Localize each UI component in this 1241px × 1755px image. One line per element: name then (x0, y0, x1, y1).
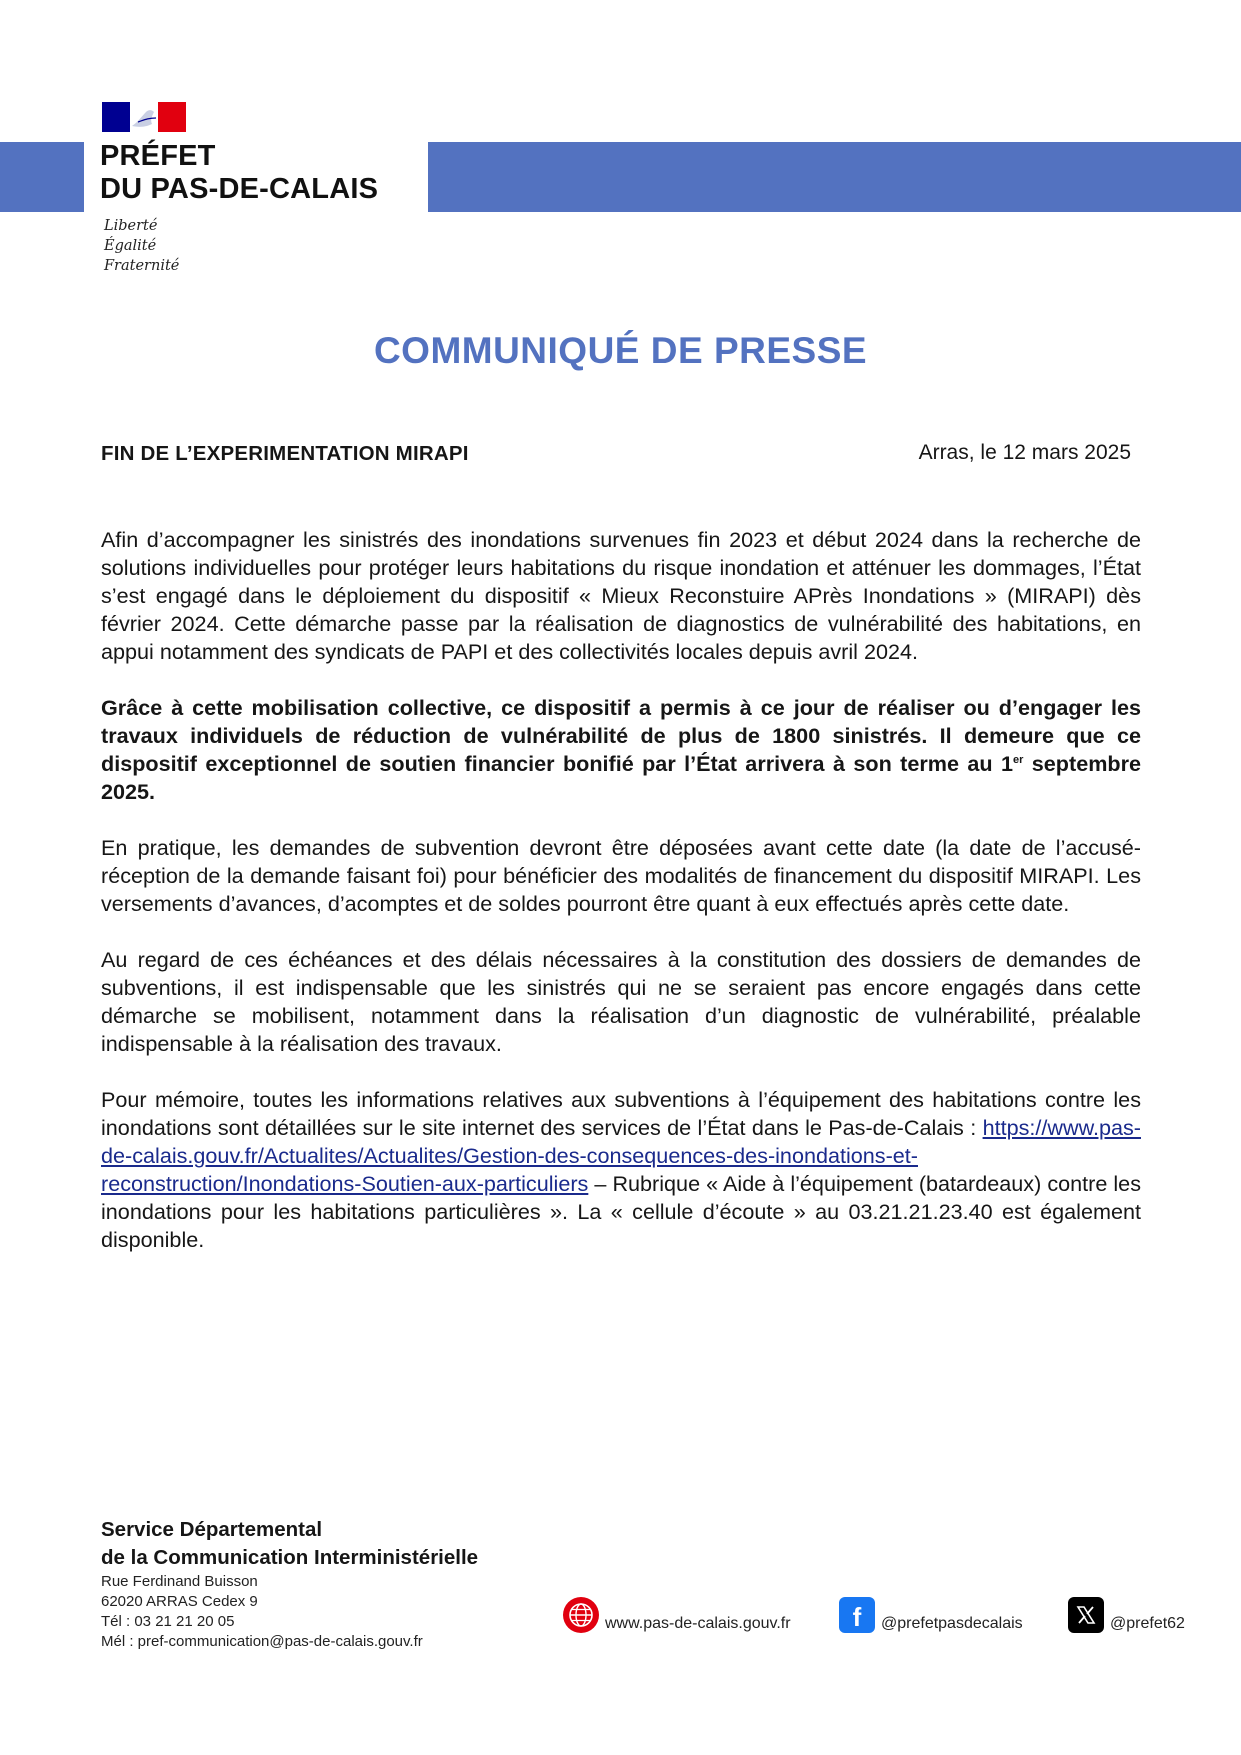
address-phone: Tél : 03 21 21 20 05 (101, 1613, 235, 1630)
republic-motto (104, 216, 179, 276)
paragraph-2-end: septembre 2025. (101, 751, 1142, 804)
footer-service (101, 1516, 478, 1572)
page-title: COMMUNIQUÉ DE PRESSE (373, 330, 868, 371)
info-link[interactable]: https://www.pas-de-calais.gouv.fr/Actualites/Actualites/Gestion-des-consequences-des-inondations-et-reconstruction/Inondations-Soutien-aux-particuliers (101, 1115, 1141, 1196)
address-email: Mél : pref-communication@pas-de-calais.gouv.fr (101, 1633, 423, 1650)
address-street: Rue Ferdinand Buisson (101, 1573, 258, 1590)
social-x-label: @prefet62 (1110, 1615, 1185, 1632)
motto-fraternite: Fraternité (104, 258, 180, 274)
paragraph-1: Afin d’accompagner les sinistrés des inondations survenues fin 2023 et début 2024 dans la recherche de solutions individuelles pour protéger leurs habitations du risque inondation et atténuer les dommages, l’État s’est engagé dans le déploiement du dispositif « Mieux Reconstuire APrès Inondations » (MIRAPI) dès février 2024. Cette démarche passe par la réalisation de diagnostics de vulnérabilité des habitations, en appui notamment des syndicats de PAPI et des collectivités locales depuis avril 2024. (101, 527, 1141, 664)
social-facebook-label: @prefetpasdecalais (881, 1615, 1023, 1632)
globe-icon (563, 1597, 599, 1633)
service-line-1: Service Départemental (101, 1518, 323, 1541)
address-city: 62020 ARRAS Cedex 9 (101, 1593, 258, 1610)
paragraph-2-sup: er (1012, 753, 1024, 766)
prefet-title (100, 140, 378, 206)
footer-address (101, 1572, 423, 1652)
prefet-title-line1: PRÉFET (100, 140, 216, 172)
paragraph-5-text: Pour mémoire, toutes les informations relatives aux subventions à l’équipement des habitations contre les inondations sont détaillées sur le site internet des services de l’État dans le Pas-de-Calais : (101, 1087, 1141, 1140)
motto-egalite: Égalité (104, 238, 157, 254)
x-icon (1068, 1597, 1104, 1633)
paragraph-2-text: Grâce à cette mobilisation collective, ce dispositif a permis à ce jour de réaliser ou d’engager les travaux individuels de réduction de vulnérabilité de plus de 1800 sinistrés. Il demeure que ce dispositif exceptionnel de soutien financier bonifié par l’État arrivera à son terme au 1 (101, 695, 1141, 776)
paragraph-4: Au regard de ces échéances et des délais nécessaires à la constitution des dossiers de demandes de subventions, il est indispensable que les sinistrés qui ne se seraient pas encore engagés dans cette démarche se mobilisent, notamment dans la réalisation d’un diagnostic de vulnérabilité, préalable indispensable à la réalisation des travaux. (101, 947, 1141, 1056)
marianne-flag-icon (102, 102, 186, 132)
facebook-icon: f (839, 1597, 875, 1633)
paragraph-2 (101, 694, 1141, 806)
prefecture-logo (84, 96, 428, 276)
prefet-title-line2: DU PAS-DE-CALAIS (100, 173, 379, 205)
social-facebook[interactable] (839, 1597, 1023, 1633)
press-subject: FIN DE L’EXPERIMENTATION MIRAPI (101, 442, 469, 465)
paragraph-5-end: – Rubrique « Aide à l’équipement (batardeaux) contre les inondations pour les habitations particulières ». La « cellule d’écoute » au 03.21.21.23.40 est également disponible. (101, 1171, 1141, 1252)
motto-liberte: Liberté (104, 218, 158, 234)
press-date: Arras, le 12 mars 2025 (918, 441, 1131, 464)
social-web[interactable] (563, 1597, 791, 1633)
social-web-label: www.pas-de-calais.gouv.fr (605, 1615, 791, 1632)
paragraph-3: En pratique, les demandes de subvention devront être déposées avant cette date (la date de l’accusé-réception de la demande faisant foi) pour bénéficier des modalités de financement du dispositif MIRAPI. Les versements d’avances, d’acomptes et de soldes pourront être quant à eux effectués après cette date. (101, 835, 1141, 916)
service-line-2: de la Communication Interministérielle (101, 1546, 479, 1569)
press-body (101, 526, 1141, 1282)
social-x[interactable] (1068, 1597, 1185, 1633)
paragraph-5 (101, 1086, 1141, 1254)
